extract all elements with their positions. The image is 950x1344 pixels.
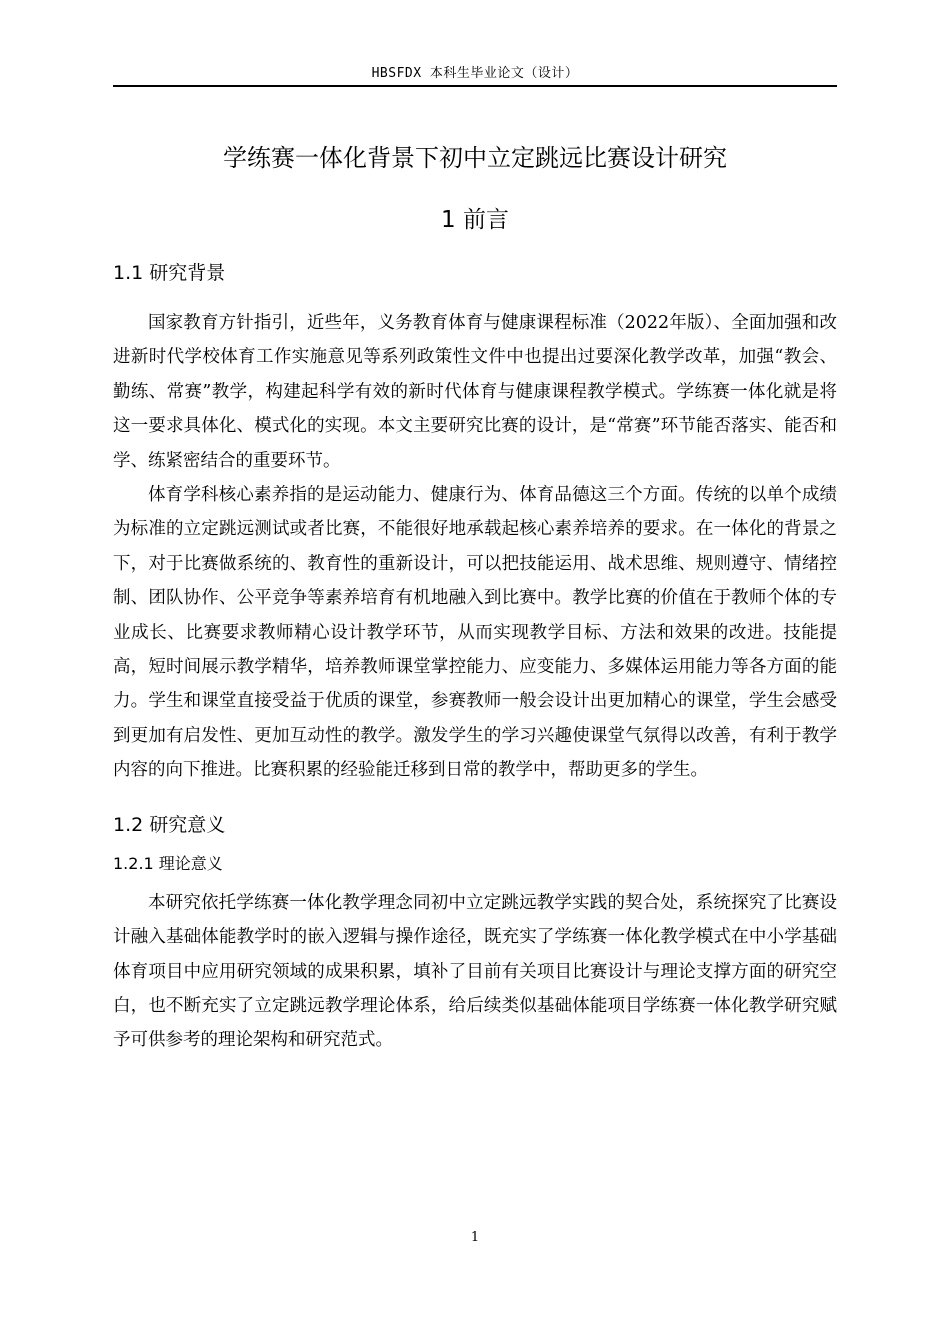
chapter-heading: 1 前言 (441, 207, 509, 233)
paragraph: 体育学科核心素养指的是运动能力、健康行为、体育品德这三个方面。传统的以单个成绩为标准的立定跳远测试或者比赛，不能很好地承载起核心素养培养的要求。在一体化的背景之下，对于比赛做系统的、教育性的重新设计，可以把技能运用、战术思维、规则遵守、情绪控制、团队协作、公平竞争等素养培育有机地融入到比赛中。教学比赛的价值在于教师个体的专业成长、比赛要求教师精心设计教学环节，从而实现教学目标、方法和效果的改进。技能提高，短时间展示教学精华，培养教师课堂掌控能力、应变能力、多媒体运用能力等各方面的能力。学生和课堂直接受益于优质的课堂，参赛教师一般会设计出更加精心的课堂，学生会感受到更加有启发性、更加互动性的教学。激发学生的学习兴趣使课堂气氛得以改善，有利于教学内容的向下推进。比赛积累的经验能迁移到日常的教学中，帮助更多的学生。 (113, 485, 837, 781)
paragraph: 国家教育方针指引，近些年，义务教育体育与健康课程标准（2022年版）、全面加强和改进新时代学校体育工作实施意见等系列政策性文件中也提出过要深化教学改革，加强“教会、勤练、常赛”教学，构建起科学有效的新时代体育与健康课程教学模式。学练赛一体化就是将这一要求具体化、模式化的实现。本文主要研究比赛的设计，是“常赛”环节能否落实、能否和学、练紧密结合的重要环节。 (113, 313, 837, 471)
subsection-heading-1-2-1: 1.2.1 理论意义 (113, 853, 223, 873)
running-header: HBSFDX 本科生毕业论文（设计） (371, 66, 579, 81)
section-heading-1-2: 1.2 研究意义 (113, 813, 226, 836)
paragraph: 本研究依托学练赛一体化教学理念同初中立定跳远教学实践的契合处，系统探究了比赛设计融入基础体能教学时的嵌入逻辑与操作途径，既充实了学练赛一体化教学模式在中小学基础体育项目中应用研究领域的成果积累，填补了目前有关项目比赛设计与理论支撑方面的研究空白，也不断充实了立定跳远教学理论体系，给后续类似基础体能项目学练赛一体化教学研究赋予可供参考的理论架构和研究范式。 (113, 892, 837, 1051)
header-divider (113, 85, 837, 87)
section-heading-1-1: 1.1 研究背景 (113, 262, 226, 284)
page-content (113, 120, 837, 1058)
page-number: 1 (470, 1230, 480, 1245)
document-title: 学练赛一体化背景下初中立定跳远比赛设计研究 (223, 144, 727, 172)
